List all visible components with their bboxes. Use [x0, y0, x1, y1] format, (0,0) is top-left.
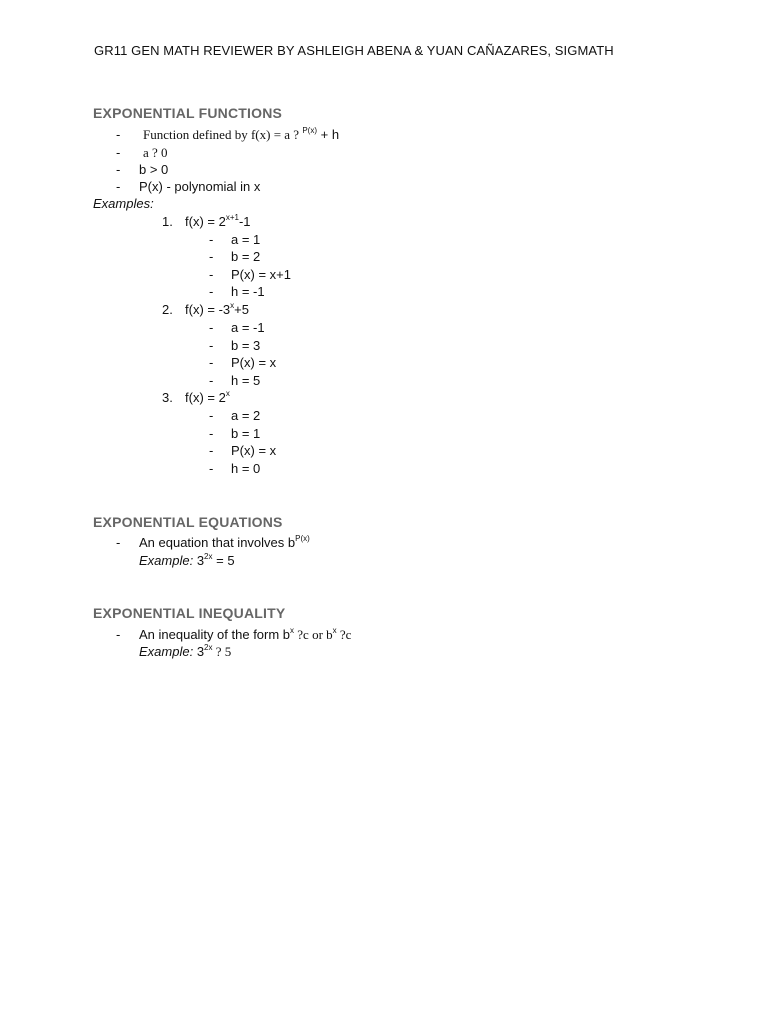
example-number: 1. [162, 214, 173, 229]
example-2-item: h = 5 [231, 373, 261, 388]
example-number: 3. [162, 390, 173, 405]
example-1-function: $f(x) = 2^{x+1}-1$ [185, 213, 251, 229]
bullet-dash: - [116, 535, 121, 550]
equation-definition: An equation that involves $b^{P(x)}$ [139, 534, 310, 550]
bullet-dash: - [209, 408, 214, 423]
bullet-dash: - [116, 127, 121, 142]
example-3-function: $f(x) = 2^x$ [185, 389, 230, 405]
condition-a: a ? 0 [143, 145, 168, 160]
example-1-item: h = -1 [231, 284, 265, 299]
bullet-dash: - [209, 355, 214, 370]
bullet-dash: - [209, 461, 214, 476]
bullet-dash: - [209, 267, 214, 282]
inequality-definition: An inequality of the form $b^x$ ?c or $b^x$ ?c [139, 626, 352, 642]
condition-b: b > 0 [139, 162, 169, 177]
bullet-dash: - [209, 232, 214, 247]
bullet-dash: - [209, 338, 214, 353]
section-heading-functions: EXPONENTIAL FUNCTIONS [93, 105, 283, 121]
example-3-item: P(x) = x [231, 443, 277, 458]
example-2-item: a = -1 [231, 320, 265, 335]
bullet-dash: - [116, 145, 121, 160]
example-2-item: b = 3 [231, 338, 261, 353]
bullet-dash: - [116, 179, 121, 194]
bullet-dash: - [209, 284, 214, 299]
section-heading-inequality: EXPONENTIAL INEQUALITY [93, 605, 286, 621]
example-3-item: h = 0 [231, 461, 261, 476]
example-1-item: b = 2 [231, 249, 261, 264]
bullet-dash: - [209, 426, 214, 441]
example-3-item: b = 1 [231, 426, 261, 441]
example-2-item: P(x) = x [231, 355, 277, 370]
bullet-dash: - [116, 162, 121, 177]
bullet-dash: - [116, 627, 121, 642]
bullet-dash: - [209, 443, 214, 458]
equation-example: Example: $3^{2x} = 5$ [139, 552, 235, 568]
document-header: GR11 GEN MATH REVIEWER BY ASHLEIGH ABENA & YUAN CAÑAZARES, SIGMATH [94, 43, 614, 58]
example-3-item: a = 2 [231, 408, 261, 423]
example-1-item: P(x) = x+1 [231, 267, 291, 282]
function-definition: Function defined by f(x) = a ? $^{P(x)}$ + h [143, 126, 340, 142]
example-1-item: a = 1 [231, 232, 261, 247]
inequality-example: Example: $3^{2x}$ ? 5 [139, 643, 232, 659]
bullet-dash: - [209, 373, 214, 388]
condition-p: P(x) - polynomial in x [139, 179, 261, 194]
section-heading-equations: EXPONENTIAL EQUATIONS [93, 514, 283, 530]
bullet-dash: - [209, 320, 214, 335]
example-number: 2. [162, 302, 173, 317]
example-2-function: $f(x) = -3^x+5$ [185, 301, 249, 317]
bullet-dash: - [209, 249, 214, 264]
examples-label: Examples: [93, 196, 154, 211]
